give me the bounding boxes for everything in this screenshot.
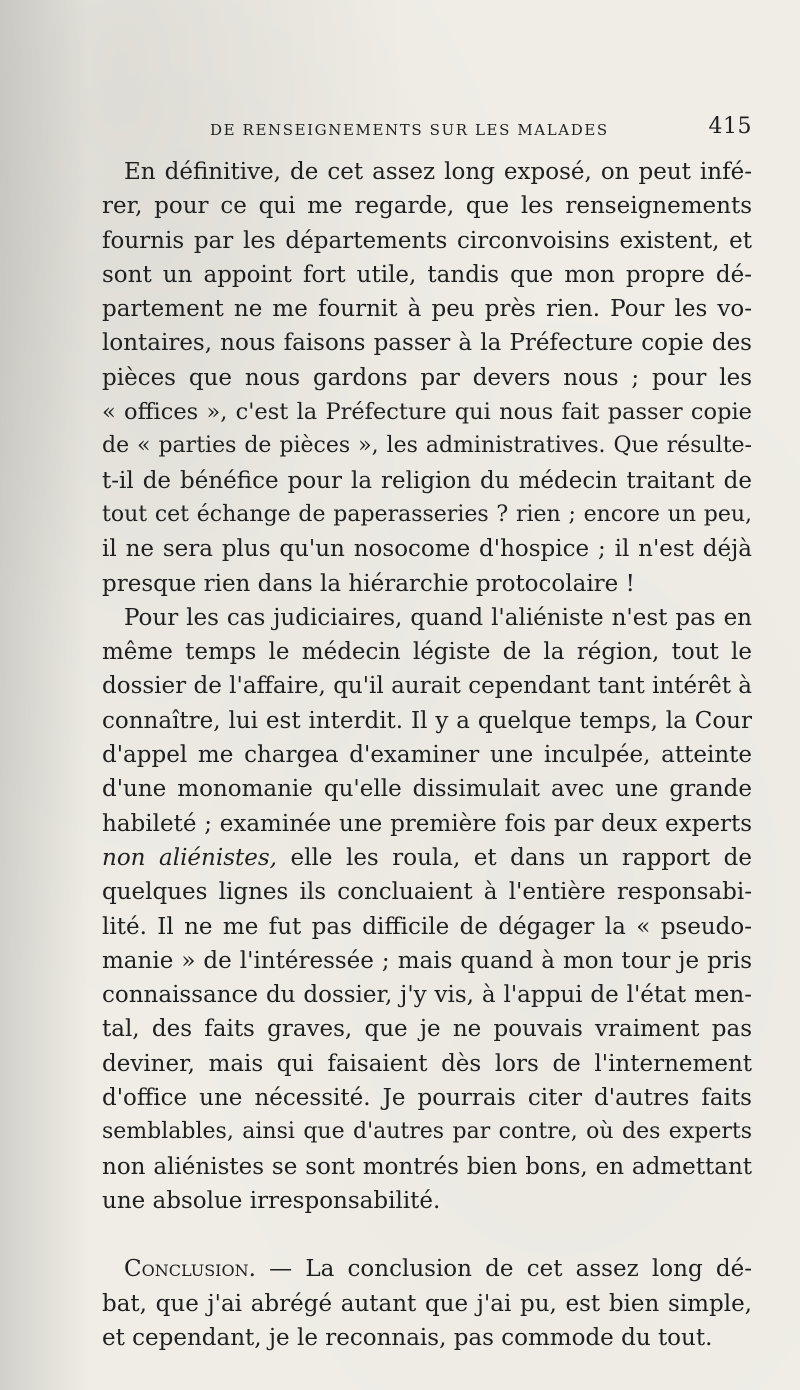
text-line: lité. Il ne me fut pas difficile de dégager la « pseudo- bbox=[102, 913, 752, 940]
text-fragment: — La conclusion de cet assez long dé- bbox=[255, 1256, 752, 1283]
section-heading: Conclusion. bbox=[124, 1256, 256, 1283]
text-line: habileté ; examinée une première fois par deux experts bbox=[102, 810, 752, 837]
body-text bbox=[102, 155, 752, 1355]
text-line: non aliénistes se sont montrés bien bons, en admettant bbox=[102, 1153, 752, 1180]
text-line: « offices », c'est la Préfecture qui nous fait passer copie bbox=[102, 399, 752, 426]
text-fragment: elle les roula, et dans un rapport de bbox=[276, 844, 752, 871]
text-line: pièces que nous gardons par devers nous ; pour les bbox=[102, 364, 752, 391]
text-line: même temps le médecin légiste de la région, tout le bbox=[102, 639, 752, 666]
italic-phrase: non aliénistes, bbox=[102, 844, 277, 871]
text-line: dossier de l'affaire, qu'il aurait cependant tant intérêt à bbox=[102, 673, 752, 700]
text-line: partement ne me fournit à peu près rien. Pour les vo- bbox=[102, 296, 752, 323]
text-line: presque rien dans la hiérarchie protocolaire ! bbox=[102, 570, 635, 597]
text-line: lontaires, nous faisons passer à la Préfecture copie des bbox=[102, 330, 752, 357]
page-gutter-shadow bbox=[0, 0, 90, 1390]
text-line-mixed bbox=[102, 841, 752, 875]
paragraph-gap bbox=[102, 1218, 752, 1252]
text-line: tal, des faits graves, que je ne pouvais vraiment pas bbox=[102, 1016, 752, 1043]
text-line: semblables, ainsi que d'autres par contre, où des experts bbox=[102, 1119, 752, 1145]
text-line: connaître, lui est interdit. Il y a quelque temps, la Cour bbox=[102, 707, 752, 734]
text-line-mixed bbox=[102, 1252, 752, 1286]
text-line: En définitive, de cet assez long exposé, on peut infé- bbox=[124, 159, 752, 185]
text-line: fournis par les départements circonvoisins existent, et bbox=[102, 227, 752, 254]
text-line: une absolue irresponsabilité. bbox=[102, 1187, 441, 1214]
text-line: d'office une nécessité. Je pourrais citer d'autres faits bbox=[102, 1085, 752, 1112]
text-line: et cependant, je le reconnais, pas commode du tout. bbox=[102, 1324, 713, 1351]
text-line: il ne sera plus qu'un nosocome d'hospice ; il n'est déjà bbox=[102, 536, 752, 563]
text-line: sont un appoint fort utile, tandis que mon propre dé- bbox=[102, 261, 752, 288]
text-line: manie » de l'intéressée ; mais quand à mon tour je pris bbox=[102, 947, 752, 974]
text-line: rer, pour ce qui me regarde, que les renseignements bbox=[102, 193, 752, 220]
text-line: d'appel me chargea d'examiner une inculpée, atteinte bbox=[102, 742, 752, 769]
page-number: 415 bbox=[708, 114, 752, 139]
text-line: de « parties de pièces », les administratives. Que résulte- bbox=[102, 433, 752, 459]
text-line: d'une monomanie qu'elle dissimulait avec une grande bbox=[102, 776, 752, 803]
text-line: Pour les cas judiciaires, quand l'aliéniste n'est pas en bbox=[124, 604, 752, 631]
text-line: t-il de bénéfice pour la religion du médecin traitant de bbox=[102, 467, 752, 494]
text-line: bat, que j'ai abrégé autant que j'ai pu, est bien simple, bbox=[102, 1290, 752, 1317]
text-line: deviner, mais qui faisaient dès lors de l'internement bbox=[102, 1050, 752, 1077]
text-line: connaissance du dossier, j'y vis, à l'appui de l'état men- bbox=[102, 982, 752, 1009]
running-head bbox=[210, 114, 752, 148]
text-line: quelques lignes ils concluaient à l'entière responsabi- bbox=[102, 879, 752, 906]
text-line: tout cet échange de paperasseries ? rien ; encore un peu, bbox=[102, 501, 752, 527]
running-head-title: DE RENSEIGNEMENTS SUR LES MALADES bbox=[210, 121, 609, 139]
